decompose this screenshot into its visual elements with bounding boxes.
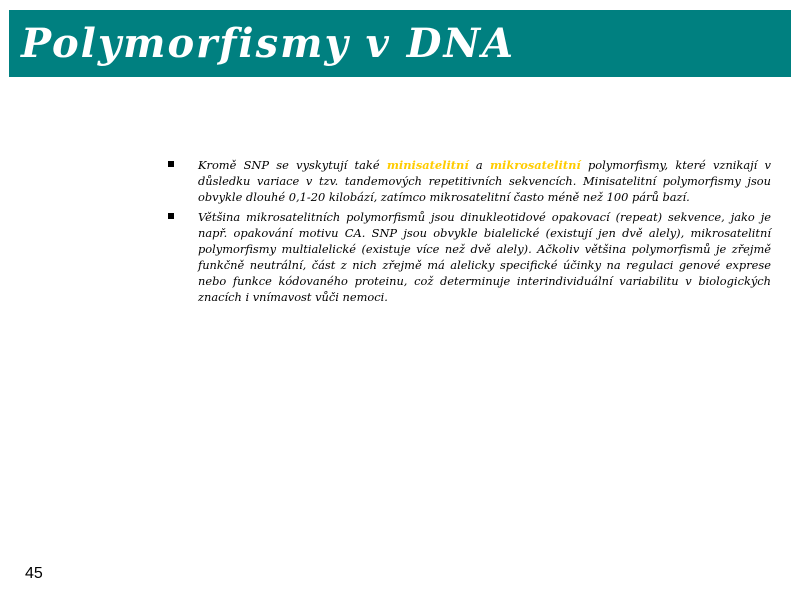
bullet-text-2: Většina mikrosatelitních polymorfismů jsou dinukleotidové opakovací (repeat) sekvence, jako je např. opakování motivu CA. SNP jsou obvykle bialelické (existují jen dvě alely), mikrosatelitní polymorfismy multialelické (existuje více než dvě alely). Ačkoliv většina polymorfismů je zřejmě funkčně neutrální, část z nich zřejmě má alelicky specifické účinky na regulaci genové exprese nebo funkce kódovaného proteinu, což determinuje interindividuální variabilitu v biologických znacích i vnímavost vůči nemoci. <box>198 210 771 304</box>
bullet-1-part-3: polymorfismy, které vznikají v důsledku variace v tzv. tandemových repetitivních sekvencích. Minisatelitní polymorfismy jsou obvykle dlouhé 0,1-20 kilobází, zatímco mikrosatelitní často méně než 100 párů bazí. <box>198 158 771 204</box>
bullet-text-1 <box>198 157 771 205</box>
page-number: 45 <box>25 565 43 582</box>
bullet-item-1 <box>166 157 771 205</box>
bullet-1-part-1: Kromě SNP se vyskytují také <box>198 158 387 172</box>
highlight-minisatellite: minisatelitní <box>386 158 469 172</box>
bullet-1-part-2: a <box>468 158 490 172</box>
highlight-microsatellite: mikrosatelitní <box>490 158 581 172</box>
square-bullet-icon <box>168 213 174 219</box>
bullet-item-2 <box>166 209 771 305</box>
square-bullet-icon <box>168 161 174 167</box>
title-bar <box>9 10 791 77</box>
bullet-list <box>166 157 771 309</box>
slide-title: Polymorfismy v DNA <box>21 20 516 67</box>
